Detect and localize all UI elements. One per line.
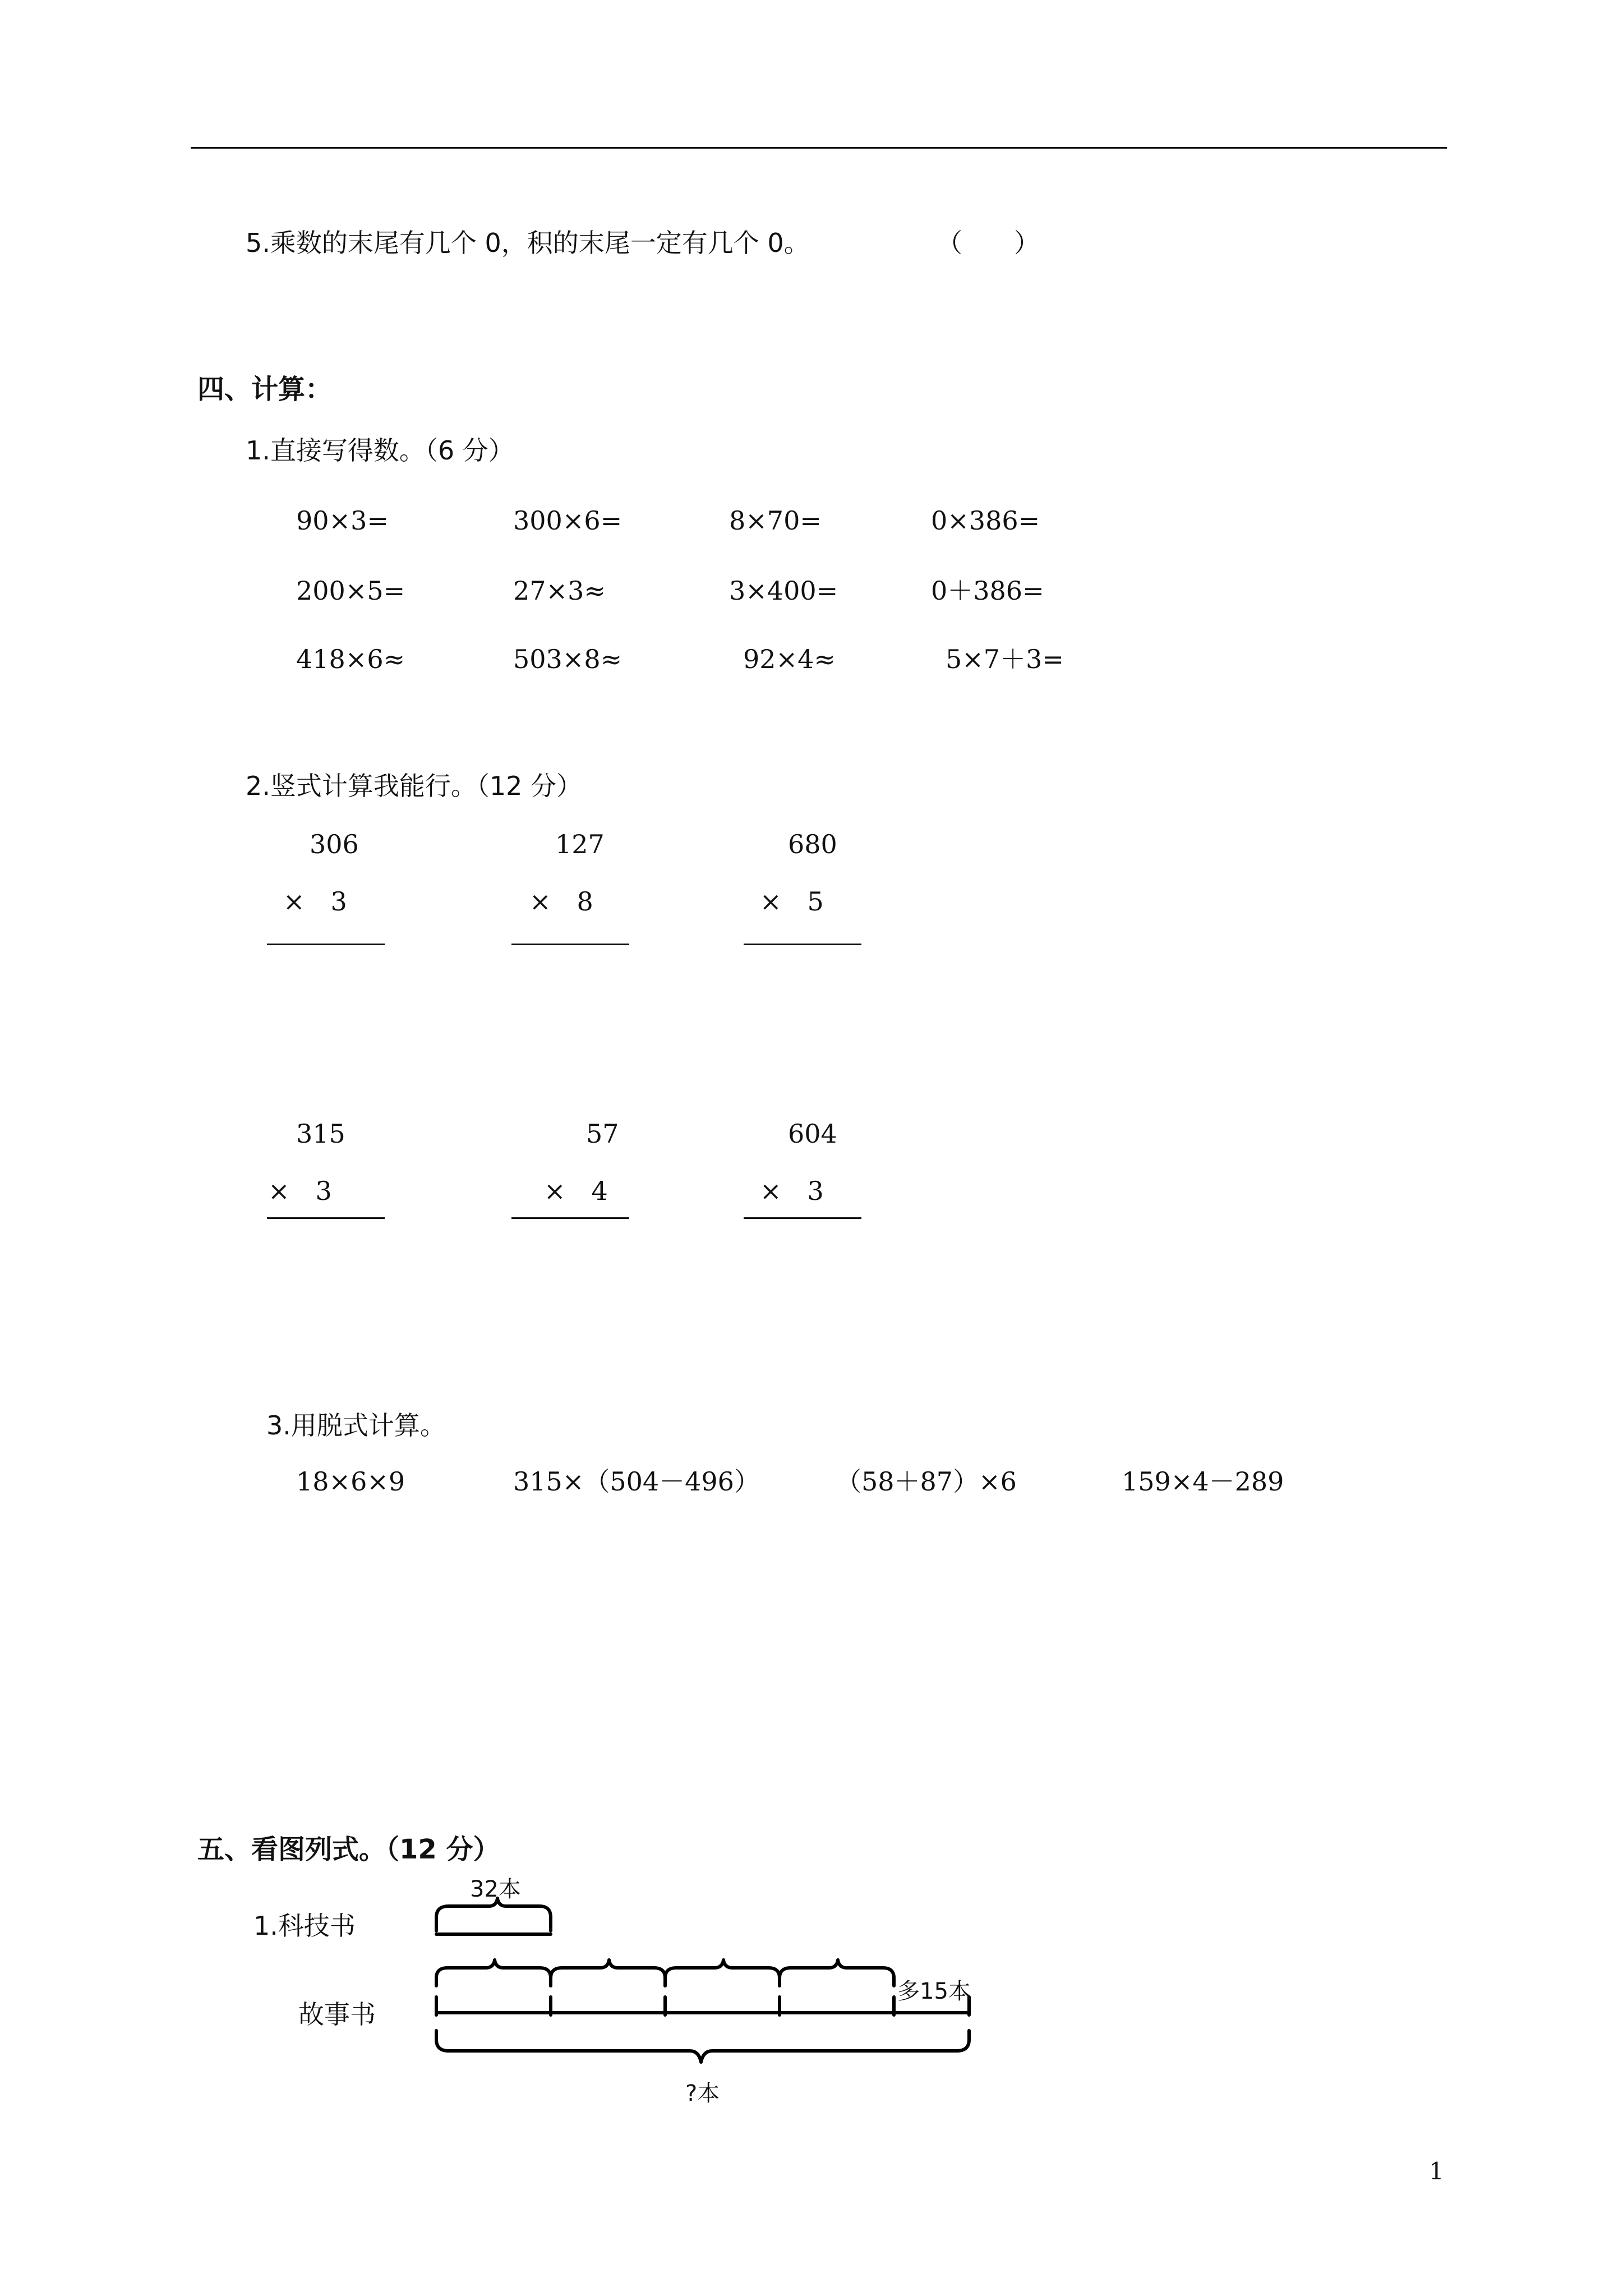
header-rule xyxy=(191,147,1447,149)
mental-math-item: 92×4≈ xyxy=(743,644,836,674)
vertical-calc-bottom: × 5 xyxy=(760,886,824,917)
mental-math-item: 300×6= xyxy=(513,505,623,536)
vertical-calc-bottom: × 3 xyxy=(268,1176,332,1206)
vertical-calc-line xyxy=(744,944,861,945)
brace-story-segment-3 xyxy=(665,1960,780,1986)
vertical-calc-bottom: × 4 xyxy=(544,1176,608,1206)
vertical-calc-bottom: × 3 xyxy=(760,1176,824,1206)
vertical-calc-top: 306 xyxy=(310,829,359,859)
mental-math-item: 503×8≈ xyxy=(513,644,623,674)
vertical-calc-top: 315 xyxy=(296,1119,345,1149)
mental-math-item: 0＋386= xyxy=(931,576,1044,606)
step-calc-item: 18×6×9 xyxy=(296,1466,405,1497)
section-4-title: 四、计算： xyxy=(197,374,333,405)
diagram-label-science-books: 1.科技书 xyxy=(253,1911,356,1941)
brace-label-extra-15: 多15本 xyxy=(897,1978,971,2004)
vertical-calc-line xyxy=(511,944,629,945)
brace-story-segment-4 xyxy=(780,1960,894,1986)
mental-math-item: 418×6≈ xyxy=(296,644,405,674)
mental-math-item: 0×386= xyxy=(931,505,1040,536)
step-calc-item: 159×4－289 xyxy=(1122,1466,1284,1497)
brace-label-32: 32本 xyxy=(470,1876,521,1902)
brace-label-total: ?本 xyxy=(685,2081,720,2106)
vertical-calc-bottom: × 3 xyxy=(283,886,347,917)
vertical-calc-line xyxy=(744,1217,861,1219)
question-5-text: 5.乘数的末尾有几个 0，积的末尾一定有几个 0。 xyxy=(246,228,810,258)
step-calc-item: 315×（504－496） xyxy=(513,1466,760,1497)
section-4-part-3-title: 3.用脱式计算。 xyxy=(266,1410,446,1441)
brace-total xyxy=(436,2031,969,2062)
vertical-calc-top: 604 xyxy=(788,1119,837,1149)
mental-math-item: 5×7＋3= xyxy=(946,644,1064,674)
brace-story-segment-1 xyxy=(436,1960,551,1986)
mental-math-item: 90×3= xyxy=(296,505,389,536)
vertical-calc-top: 680 xyxy=(788,829,837,859)
section-4-part-1-title: 1.直接写得数。（6 分） xyxy=(246,435,514,466)
section-5-title: 五、看图列式。（12 分） xyxy=(197,1834,500,1865)
vertical-calc-line xyxy=(511,1217,629,1219)
question-5-answer-paren: （ ） xyxy=(937,228,1040,258)
vertical-calc-line xyxy=(267,1217,385,1219)
mental-math-item: 27×3≈ xyxy=(513,576,606,606)
vertical-calc-line xyxy=(267,944,385,945)
page-number: 1 xyxy=(1429,2157,1444,2185)
vertical-calc-top: 57 xyxy=(586,1119,619,1149)
mental-math-item: 8×70= xyxy=(729,505,822,536)
mental-math-item: 3×400= xyxy=(729,576,838,606)
mental-math-item: 200×5= xyxy=(296,576,405,606)
vertical-calc-bottom: × 8 xyxy=(529,886,593,917)
step-calc-item: （58＋87）×6 xyxy=(836,1466,1017,1497)
diagram-label-story-books: 故事书 xyxy=(298,1999,376,2030)
section-4-part-2-title: 2.竖式计算我能行。（12 分） xyxy=(246,771,583,801)
brace-story-segment-2 xyxy=(551,1960,665,1986)
vertical-calc-top: 127 xyxy=(555,829,605,859)
